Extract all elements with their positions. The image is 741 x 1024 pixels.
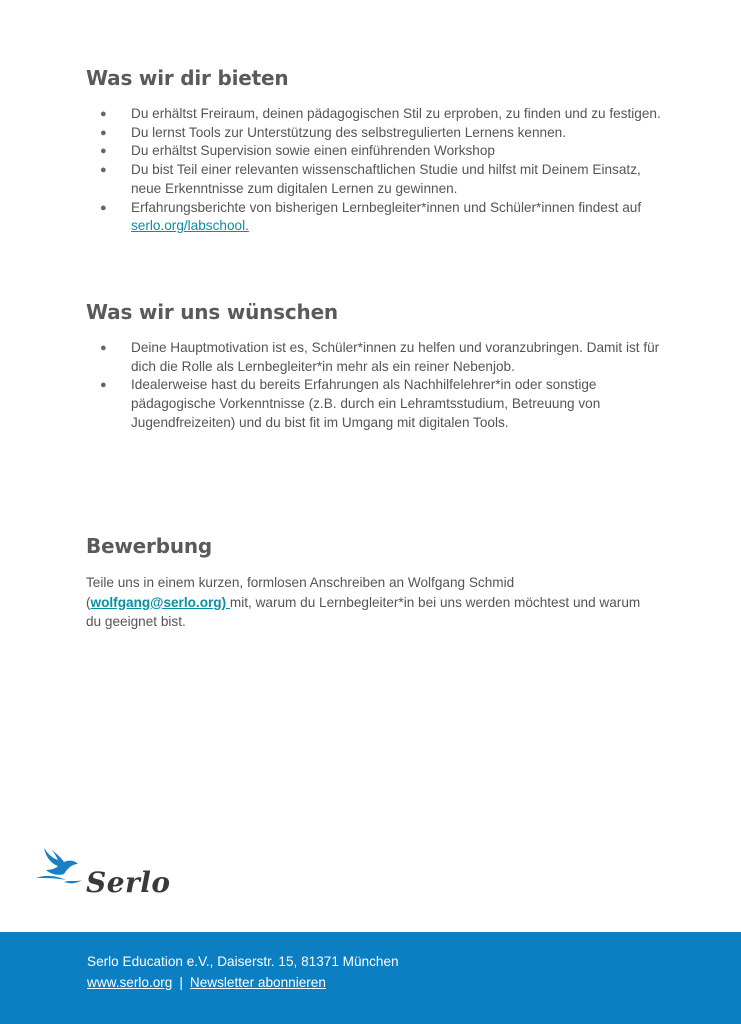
section-heading-wishes: Was wir uns wünschen: [86, 300, 338, 324]
footer: [0, 932, 741, 1024]
list-item: ● Du erhältst Freiraum, deinen pädagogischen Stil zu erproben, zu finden und zu festigen.: [86, 105, 666, 124]
bird-icon: [34, 844, 90, 892]
bullet-icon: ●: [100, 201, 107, 214]
application-text: Teile uns in einem kurzen, formlosen Anschreiben an Wolfgang Schmid (wolfgang@serlo.org) mit, warum du Lernbegleiter*in bei uns werden möchtest und warum du geeignet bist.: [86, 575, 641, 629]
newsletter-link[interactable]: Newsletter abonnieren: [189, 975, 326, 990]
bullet-icon: ●: [100, 164, 107, 177]
bullet-icon: ●: [100, 126, 107, 139]
footer-separator: |: [179, 975, 183, 990]
bullet-icon: ●: [100, 145, 107, 158]
list-item: ● Idealerweise hast du bereits Erfahrungen als Nachhilfelehrer*in oder sonstige pädagogische Vorkenntnisse (z.B. durch ein Lehramtsstudium, Betreuung von Jugendfreizeiten) und du bist fit im Umgang mit digitalen Tools.: [100, 377, 601, 430]
list-item: ● Deine Hauptmotivation ist es, Schüler*innen zu helfen und voranzubringen. Damit ist für dich die Rolle als Lernbegleiter*in mehr als ein reiner Nebenjob.: [100, 340, 660, 374]
bullet-icon: ●: [100, 108, 107, 120]
section-heading-application: Bewerbung: [86, 534, 213, 558]
list-item: ● Du bist Teil einer relevanten wissenschaftlichen Studie und hilfst mit Deinem Einsatz, neue Erkenntnisse zum digitalen Lernen zu gewinnen.: [100, 162, 641, 196]
list-item: ● Erfahrungsberichte von bisherigen Lernbegleiter*innen und Schüler*innen findest auf serlo.org/labschool.: [100, 199, 642, 234]
bullet-icon: ●: [100, 342, 107, 354]
footer-links: [87, 975, 326, 990]
section-heading-offer: Was wir dir bieten: [86, 66, 289, 90]
list-item: ● Du erhältst Supervision sowie einen einführenden Workshop: [86, 142, 666, 161]
website-link[interactable]: www.serlo.org: [87, 975, 173, 990]
footer-address: Serlo Education e.V., Daiserstr. 15, 81371 München: [87, 954, 399, 969]
labschool-link[interactable]: serlo.org/labschool.: [131, 218, 249, 234]
email-link[interactable]: wolfgang@serlo.org): [90, 594, 230, 610]
bullet-icon: ●: [100, 379, 107, 392]
offer-list: [86, 105, 666, 236]
logo-wordmark: Serlo: [86, 866, 171, 899]
serlo-logo: [34, 844, 184, 904]
list-item: ● Du lernst Tools zur Unterstützung des selbstregulierten Lernens kennen.: [86, 124, 666, 143]
wishes-list: [86, 339, 666, 433]
